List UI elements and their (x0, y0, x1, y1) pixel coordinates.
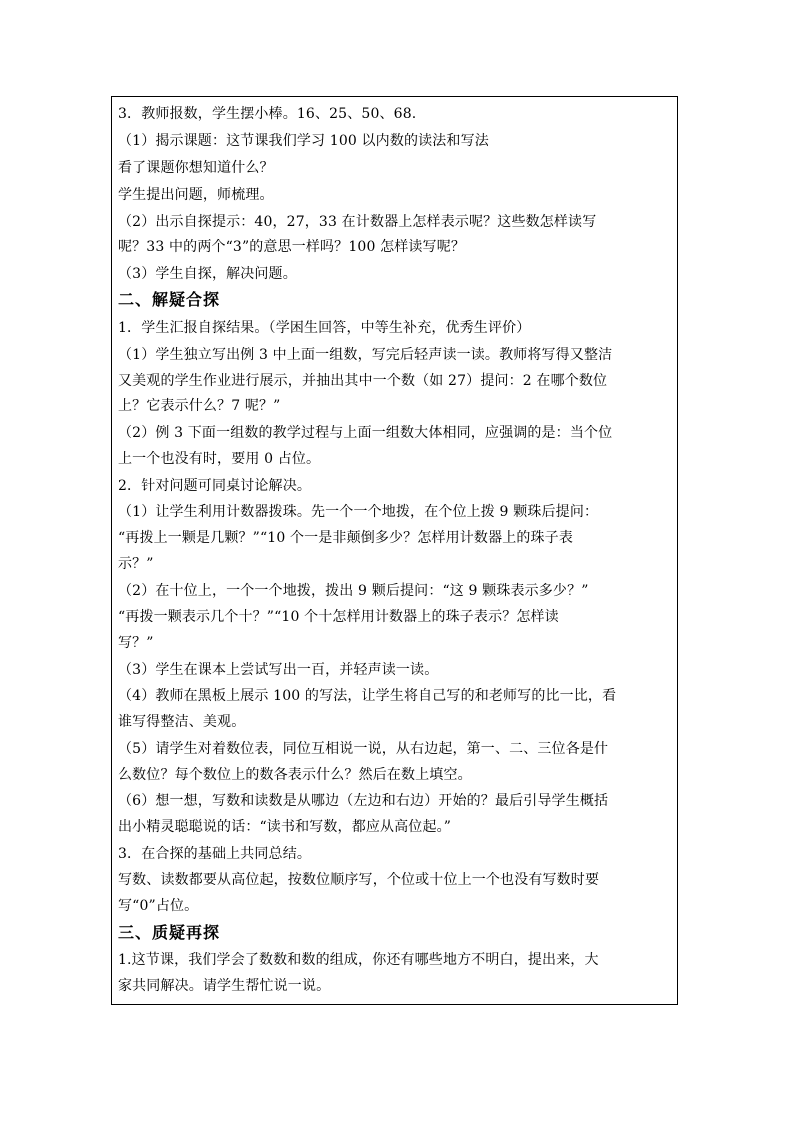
text-line: （1）学生独立写出例 3 中上面一组数，写完后轻声读一读。教师将写得又整洁 (118, 347, 613, 363)
text-line: 1．学生汇报自探结果。（学困生回答，中等生补充，优秀生评价） (118, 320, 531, 336)
lesson-plan-table-cell (111, 96, 678, 1005)
text-line: 3．在合探的基础上共同总结。 (118, 846, 312, 862)
section-heading: 二、解疑合探 (118, 290, 221, 309)
text-line: （3）学生自探，解决问题。 (118, 266, 297, 282)
text-line: 出小精灵聪聪说的话：“读书和写数，都应从高位起。” (118, 819, 452, 835)
text-line: （2）出示自探提示：40，27，33 在计数器上怎样表示呢？这些数怎样读写 (118, 214, 597, 230)
text-line: 谁写得整洁、美观。 (118, 714, 246, 730)
text-line: 上？它表示什么？7 呢？” (118, 398, 281, 414)
text-line: 学生提出问题，师梳理。 (118, 187, 274, 203)
text-line: 写？” (118, 635, 154, 651)
text-line: 示？” (118, 556, 154, 572)
text-line: （3）学生在课本上尝试写出一百，并轻声读一读。 (118, 662, 439, 678)
text-line: （2）在十位上，一个一个地拨，拨出 9 颗后提问：“这 9 颗珠表示多少？” (118, 583, 589, 599)
text-line: 么数位？每个数位上的数各表示什么？然后在数上填空。 (118, 767, 472, 783)
text-line: 上一个也没有时，要用 0 占位。 (118, 451, 321, 467)
text-line: 家共同解决。请学生帮忙说一说。 (118, 978, 331, 994)
text-line: （2）例 3 下面一组数的教学过程与上面一组数大体相同，应强调的是：当个位 (118, 425, 613, 441)
text-line: 写“0”占位。 (118, 898, 199, 914)
text-line: 又美观的学生作业进行展示，并抽出其中一个数（如 27）提问：2 在哪个数位 (118, 373, 608, 389)
text-line: “再拨一颗表示几个十？”“10 个十怎样用计数器上的珠子表示？怎样读 (118, 609, 559, 625)
text-line: （6）想一想，写数和读数是从哪边（左边和右边）开始的？最后引导学生概括 (118, 793, 609, 809)
text-line: 看了课题你想知道什么？ (118, 160, 274, 176)
text-line: （1）让学生利用计数器拨珠。先一个一个地拨，在个位上拨 9 颗珠后提问： (118, 504, 599, 520)
text-line: （4）教师在黑板上展示 100 的写法，让学生将自己写的和老师写的比一比，看 (118, 688, 617, 704)
section-heading: 三、质疑再探 (118, 923, 221, 942)
text-line: 2．针对问题可同桌讨论解决。 (118, 478, 312, 494)
text-line: “再拨上一颗是几颗？”“10 个一是非颠倒多少？怎样用计数器上的珠子表 (118, 530, 573, 546)
text-line: 1.这节课，我们学会了数数和数的组成，你还有哪些地方不明白，提出来，大 (118, 952, 599, 968)
text-line: （1）揭示课题：这节课我们学习 100 以内数的读法和写法 (118, 133, 489, 149)
text-line: 呢？33 中的两个“3”的意思一样吗？100 怎样读写呢？ (118, 239, 466, 255)
text-line: （5）请学生对着数位表，同位互相说一说，从右边起，第一、二、三位各是什 (118, 741, 609, 757)
text-line: 写数、读数都要从高位起，按数位顺序写，个位或十位上一个也没有写数时要 (118, 872, 600, 888)
text-line: 3．教师报数，学生摆小棒。16、25、50、68. (118, 106, 417, 122)
